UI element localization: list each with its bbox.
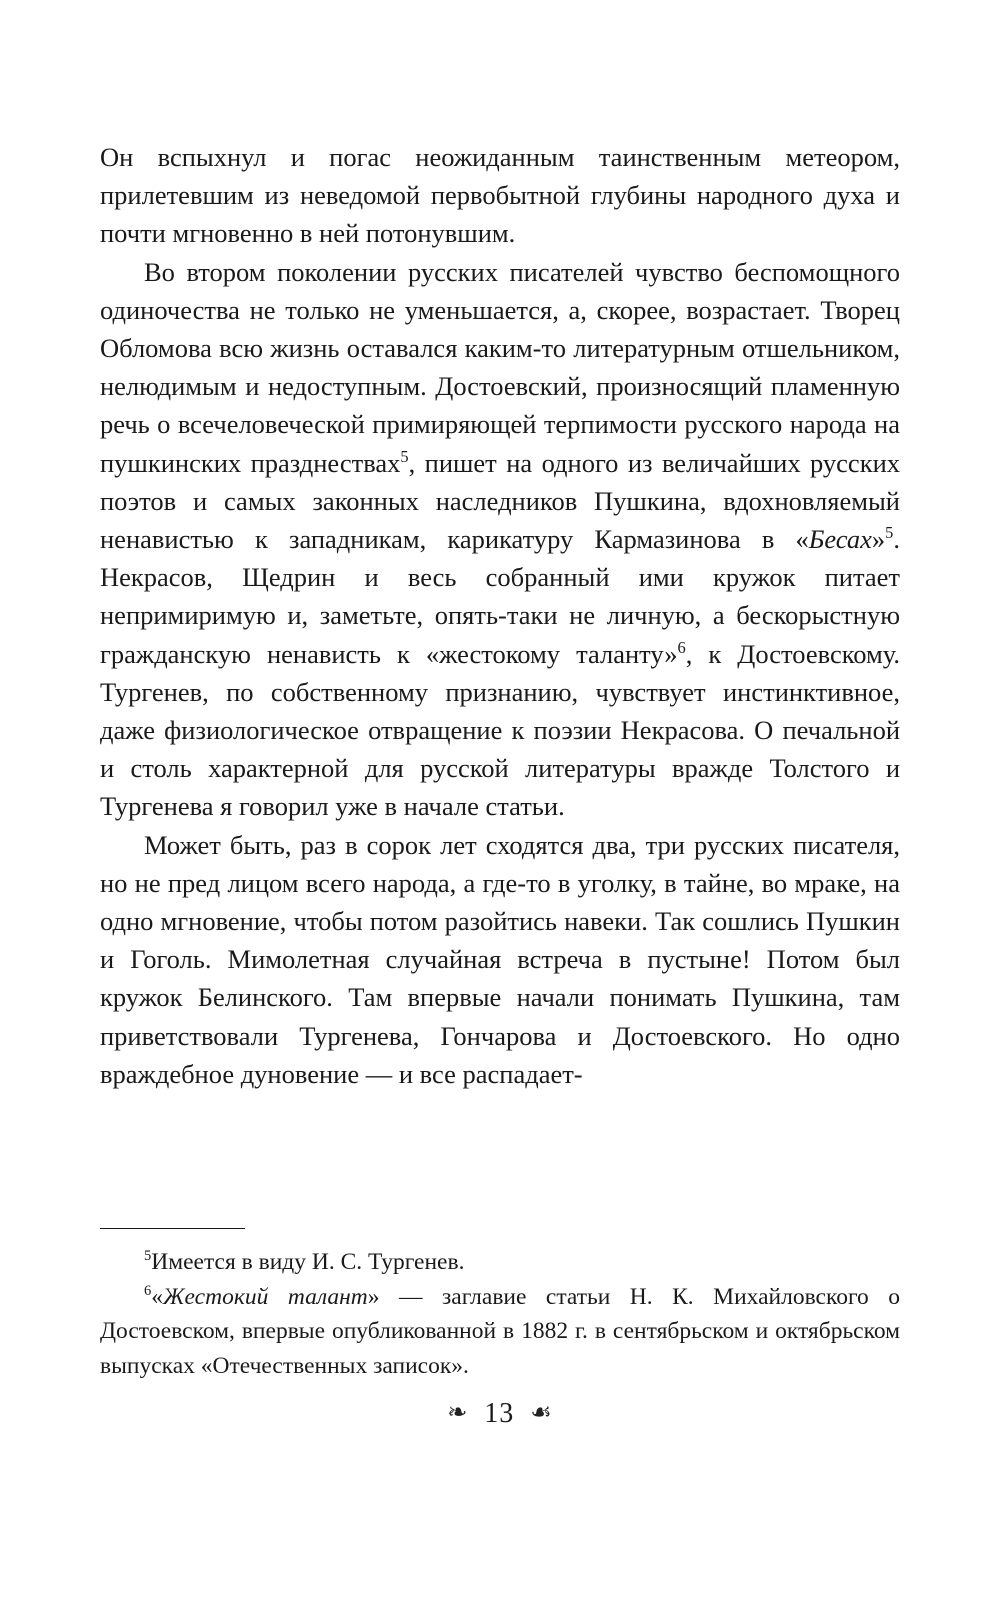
paragraph: Он вспыхнул и погас неожиданным таинственным метеором, прилетевшим из неведомой первобытной глубины народного духа и почти мгновенно в ней потонувшим. [100,142,900,249]
paragraph: Может быть, раз в сорок лет сходятся два, три русских писателя, но не пред лицом всего народа, а где-то в уголку, в тайне, во мраке, на одно мгновение, чтобы потом разойтись навеки. Так сошлись Пушкин и Гоголь. Мимолетная случайная встреча в пустыне! Потом был кружок Белинского. Там впервые начали понимать Пушкина, там приветствовали Тургенева, Гончарова и Достоевского. Но одно враждебное дуновение — и все распадает- [100,829,900,1089]
page-folio [0,1398,1000,1430]
page-body [100,138,900,1093]
ornament-right-icon: ☙ [530,1400,553,1426]
page-number: 13 [484,1398,515,1429]
ornament-left-icon: ❧ [447,1400,469,1426]
footnote-item: $^6$«Жестокий талант» — заглавие статьи Н. К. Михайловского о Достоевском, впервые опубликованной в 1882 г. в сентябрьском и октябрьском выпусках «Отечественных записок». [100,1282,900,1379]
paragraph: Во втором поколении русских писателей чувство беспомощного одиночества не только не уменьшается, а, скорее, возрастает. Творец Обломова всю жизнь оставался каким-то литературным отшельником, нелюдимым и недоступным. Достоевский, произносящий пламенную речь о всечеловеческой примиряющей терпимости русского народа на пушкинских празднествах$^5$, пишет на одного из величайших русских поэтов и самых законных наследников Пушкина, вдохновляемый ненавистью к западникам, карикатуру Кармазинова в «Бесах»$^5$. Некрасов, Щедрин и весь собранный ими кружок питает непримиримую и, заметьте, опять-таки не личную, а бескорыстную гражданскую ненависть к «жестокому таланту»$^6$, к Достоевскому. Тургенев, по собственному признанию, чувствует инстинктивное, даже физиологическое отвращение к поэзии Некрасова. О печальной и столь характерной для русской литературы вражде Толстого и Тургенева я говорил уже в начале статьи. [100,256,900,822]
footnote-area [100,1228,900,1383]
footnote-item: $^5$Имеется в виду И. С. Тургенев. [144,1248,465,1275]
footnote-list [100,1245,900,1383]
footnote-separator-rule [100,1228,245,1229]
